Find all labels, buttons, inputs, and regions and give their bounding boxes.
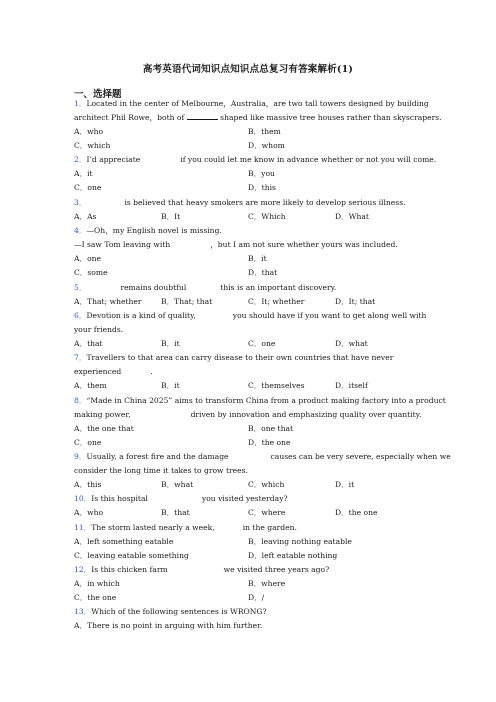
question-13-option-a[interactable]: A．There is no point in arguing with him further. [74, 621, 263, 630]
question-9-option-d[interactable]: D．it [335, 480, 355, 489]
question-6-line-1 [74, 311, 426, 320]
question-12-option-c[interactable]: C．the one [74, 593, 117, 602]
question-5-text-1b: this is an important discovery. [220, 283, 337, 292]
question-5-line-1 [74, 283, 336, 292]
question-11-text-1b: in the garden. [242, 523, 297, 532]
section-heading: 一、选择题 [74, 89, 122, 100]
question-8-number: 8． [74, 396, 87, 405]
question-4-option-b[interactable]: B．it [248, 254, 267, 263]
question-5-option-a[interactable]: A．That; whether [74, 297, 142, 306]
question-10-option-a[interactable]: A．who [74, 508, 104, 517]
question-10-option-c[interactable]: C．where [248, 508, 286, 517]
question-12-option-a[interactable]: A．in which [74, 579, 120, 588]
question-12-option-b[interactable]: B．where [248, 579, 286, 588]
question-6-option-b[interactable]: B．it [161, 339, 180, 348]
question-2-line-1 [74, 155, 436, 164]
question-10-number: 10． [74, 494, 92, 503]
question-13-line-1 [74, 607, 267, 616]
question-7-text: Travellers to that area can carry disease to their own countries that have never [86, 353, 394, 362]
question-11-line-1 [74, 523, 297, 532]
question-3-number: 3． [74, 198, 87, 207]
page-title: 高考英语代词知识点知识点总复习有答案解析(1) [142, 64, 354, 75]
question-5-option-b[interactable]: B．That; that [161, 297, 213, 306]
question-8-line-2 [74, 410, 421, 419]
question-5-text-1a: remains doubtful [120, 283, 187, 292]
question-7-line-2 [74, 367, 153, 376]
question-9-option-a[interactable]: A．this [74, 480, 102, 489]
question-7-line-1 [74, 353, 393, 362]
question-1-option-d[interactable]: D．whom [248, 141, 285, 150]
question-8-text-2b: driven by innovation and emphasizing quality over quantity. [190, 410, 422, 419]
question-7-number: 7． [74, 353, 87, 362]
question-1-line-1 [74, 99, 429, 108]
question-7-option-a[interactable]: A．them [74, 381, 107, 390]
question-3-option-a[interactable]: A．As [74, 212, 97, 221]
question-3-option-c[interactable]: C．Which [248, 212, 286, 221]
question-3-text: is believed that heavy smokers are more likely to develop serious illness. [124, 198, 406, 207]
question-2-number: 2． [74, 155, 87, 164]
question-6-option-a[interactable]: A．that [74, 339, 103, 348]
question-7-option-d[interactable]: D．itself [335, 381, 368, 390]
question-2-option-d[interactable]: D．this [248, 183, 276, 192]
question-10-option-b[interactable]: B．that [161, 508, 190, 517]
question-1-option-c[interactable]: C．which [74, 141, 111, 150]
question-12-option-d[interactable]: D．/ [248, 593, 265, 602]
question-5-option-c[interactable]: C．It; whether [248, 297, 305, 306]
question-9-text-1a: Usually, a forest fire and the damage [86, 452, 229, 461]
question-1-option-b[interactable]: B．them [248, 127, 281, 136]
question-9-option-c[interactable]: C．which [248, 480, 285, 489]
question-6-text-1a: Devotion is a kind of quality, [86, 311, 196, 320]
question-10-option-d[interactable]: D．the one [335, 508, 378, 517]
question-13-text: Which of the following sentences is WRONG? [91, 607, 267, 616]
answer-blank [187, 113, 218, 120]
question-1-text: Located in the center of Melbourne，Australia，are two tall towers designed by building [86, 99, 429, 108]
question-4-text-2a: —I saw Tom leaving with [74, 240, 171, 249]
question-9-option-b[interactable]: B．what [161, 480, 194, 489]
question-8-text-2a: making power, [74, 410, 131, 419]
question-2-text-1a: I’d appreciate [86, 155, 141, 164]
question-13-number: 13． [74, 607, 92, 616]
question-8-text: “Made in China 2025” aims to transform China from a product making factory into a product [86, 396, 446, 405]
question-6-line-2: your friends. [74, 325, 124, 334]
question-4-option-c[interactable]: C．some [74, 268, 108, 277]
question-11-text-1a: The storm lasted nearly a week, [91, 523, 215, 532]
question-1-text-2b: shaped like massive tree houses rather than skyscrapers. [220, 113, 442, 122]
question-4-text: —Oh，my English novel is missing. [86, 226, 222, 235]
question-7-text-2a: experienced [74, 367, 122, 376]
question-4-option-a[interactable]: A．one [74, 254, 102, 263]
question-9-number: 9． [74, 452, 87, 461]
question-1-text-2a: architect Phil Rowe，both of [74, 113, 185, 122]
question-11-option-c[interactable]: C．leaving eatable something [74, 551, 189, 560]
question-11-option-a[interactable]: A．left something eatable [74, 537, 174, 546]
question-6-number: 6． [74, 311, 87, 320]
question-7-text-2b: . [150, 367, 153, 376]
question-7-option-b[interactable]: B．it [161, 381, 180, 390]
question-2-option-a[interactable]: A．it [74, 169, 93, 178]
question-12-text-1b: we visited three years ago? [223, 565, 330, 574]
question-7-option-c[interactable]: C．themselves [248, 381, 305, 390]
question-2-option-b[interactable]: B．you [248, 169, 275, 178]
question-8-option-c[interactable]: C．one [74, 438, 102, 447]
question-3-option-b[interactable]: B．It [161, 212, 181, 221]
question-1-option-a[interactable]: A．who [74, 127, 104, 136]
question-8-option-d[interactable]: D．the one [248, 438, 291, 447]
question-10-text-1a: Is this hospital [91, 494, 148, 503]
question-3-option-d[interactable]: D．What [335, 212, 369, 221]
question-4-line-1 [74, 226, 222, 235]
question-11-number: 11． [74, 523, 92, 532]
question-9-text-1b: causes can be very severe, especially when we [270, 452, 451, 461]
question-2-option-c[interactable]: C．one [74, 183, 102, 192]
question-6-text-1b: you should have if you want to get along well with [232, 311, 427, 320]
question-12-number: 12． [74, 565, 92, 574]
question-9-line-1 [74, 452, 451, 461]
question-8-option-b[interactable]: B．one that [248, 424, 294, 433]
question-12-text-1a: Is this chicken farm [91, 565, 168, 574]
question-6-option-d[interactable]: D．what [335, 339, 368, 348]
question-5-option-d[interactable]: D．It; that [335, 297, 376, 306]
question-11-option-b[interactable]: B．leaving nothing eatable [248, 537, 352, 546]
question-4-line-2 [74, 240, 398, 249]
question-2-text-1b: if you could let me know in advance whether or not you will come. [180, 155, 437, 164]
question-8-option-a[interactable]: A．the one that [74, 424, 134, 433]
question-1-number: 1． [74, 99, 87, 108]
question-8-line-1 [74, 396, 446, 405]
question-10-text-1b: you visited yesterday? [201, 494, 288, 503]
question-6-option-c[interactable]: C．one [248, 339, 276, 348]
question-1-line-2 [74, 113, 442, 122]
question-5-number: 5． [74, 283, 87, 292]
question-9-line-2: consider the long time it takes to grow trees. [74, 466, 248, 475]
question-4-text-2b: ，but I am not sure whether yours was included. [210, 240, 398, 249]
question-12-line-1 [74, 565, 329, 574]
question-3-line-1 [74, 198, 406, 207]
question-4-number: 4． [74, 226, 87, 235]
question-4-option-d[interactable]: D．that [248, 268, 278, 277]
question-11-option-d[interactable]: D．left eatable nothing [248, 551, 338, 560]
question-10-line-1 [74, 494, 288, 503]
